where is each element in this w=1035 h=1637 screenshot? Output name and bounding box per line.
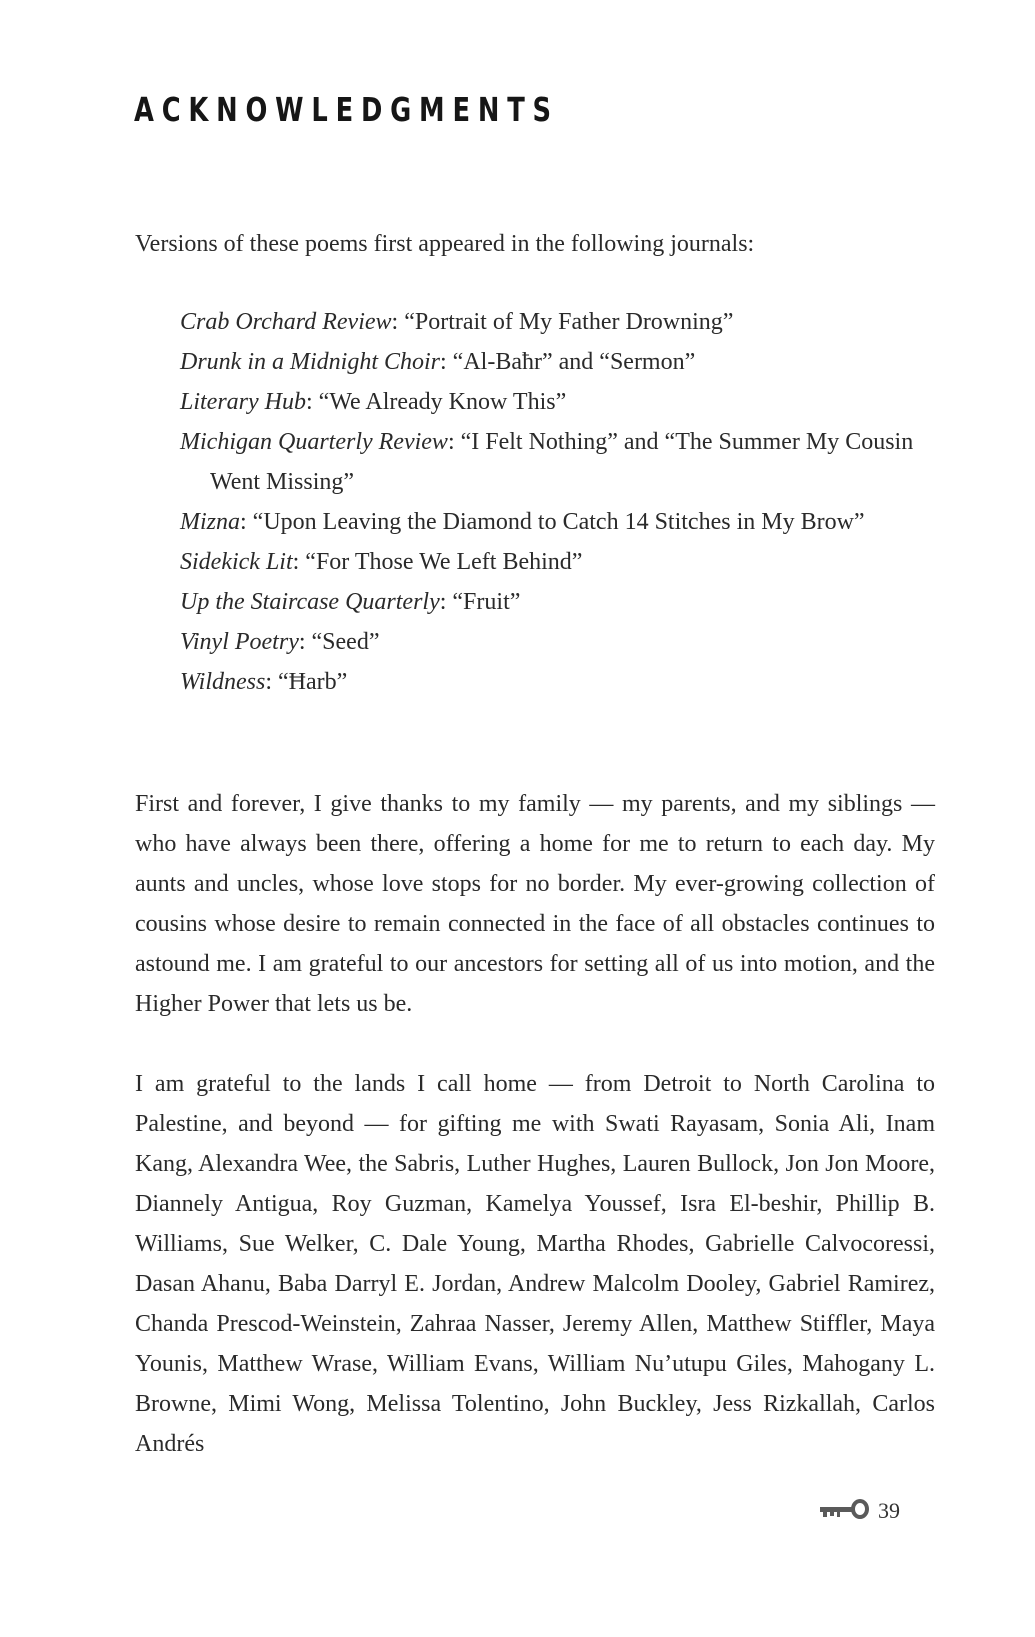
journal-works: : “Portrait of My Father Drowning” [391,309,734,335]
journal-name: Crab Orchard Review [180,309,392,335]
journal-entry [180,662,920,702]
journal-works: : “We Already Know This” [306,389,567,415]
journal-entry [180,542,920,582]
journal-entry [180,502,920,542]
thanks-paragraph-friends: I am grateful to the lands I call home — from Detroit to North Carolina to Palestine, and beyond — for gifting me with Swati Rayasam, Sonia Ali, Inam Kang, Alexandra Wee, the Sabris, Luther Hughes, Lauren Bullock, Jon Jon Moore, Diannely Antigua, Roy Guzman, Kamelya Youssef, Isra El-beshir, Phillip B. Williams, Sue Welker, C. Dale Young, Martha Rhodes, Gabrielle Calvocoressi, Dasan Ahanu, Baba Darryl E. Jordan, Andrew Malcolm Dooley, Gabriel Ramirez, Chanda Prescod-Weinstein, Zahraa Nasser, Jeremy Allen, Matthew Stiffler, Maya Younis, Matthew Wrase, William Evans, William Nu’utupu Giles, Mahogany L. Browne, Mimi Wong, Melissa Tolentino, John Buckley, Jess Rizkallah, Carlos Andrés [135,1071,935,1457]
journal-name: Literary Hub [180,389,306,415]
journal-entry [180,342,920,382]
journal-name: Drunk in a Midnight Choir [180,349,441,375]
thanks-paragraph-family: First and forever, I give thanks to my family — my parents, and my siblings — who have always been there, offering a home for me to return to each day. My aunts and uncles, whose love stops for no border. My ever-growing collection of cousins whose desire to remain connected in the face of all obstacles continues to astound me. I am grateful to our ancestors for setting all of us into motion, and the Higher Power that lets us be. [135,791,935,1017]
journal-works: : “Fruit” [439,589,521,615]
key-icon [818,1498,870,1524]
journal-name: Wildness [180,669,266,695]
journal-name: Up the Staircase Quarterly [180,589,440,615]
journal-name: Mizna [180,509,240,535]
journal-name: Sidekick Lit [180,549,293,575]
journal-entry [180,382,920,422]
journal-works: : “Ħarb” [265,669,348,695]
journal-entry [180,422,920,502]
journal-list [180,302,920,702]
intro-line: Versions of these poems first appeared in the following journals: [135,231,755,257]
page-footer [818,1496,900,1526]
journal-name: Michigan Quarterly Review [180,429,448,455]
journal-entry [180,622,920,662]
journal-name: Vinyl Poetry [180,629,299,655]
journal-entry [180,302,920,342]
section-heading: ACKNOWLEDGMENTS [134,90,559,129]
page-number: 39 [878,1498,900,1523]
journal-works: : “Al-Baħr” and “Sermon” [440,349,696,375]
journal-works: : “Seed” [298,629,380,655]
journal-entry [180,582,920,622]
journal-works: : “For Those We Left Behind” [292,549,583,575]
journal-works: : “I Felt Nothing” and “The Summer My Cousin Went Missing” [210,429,914,495]
journal-works: : “Upon Leaving the Diamond to Catch 14 Stitches in My Brow” [240,509,865,535]
